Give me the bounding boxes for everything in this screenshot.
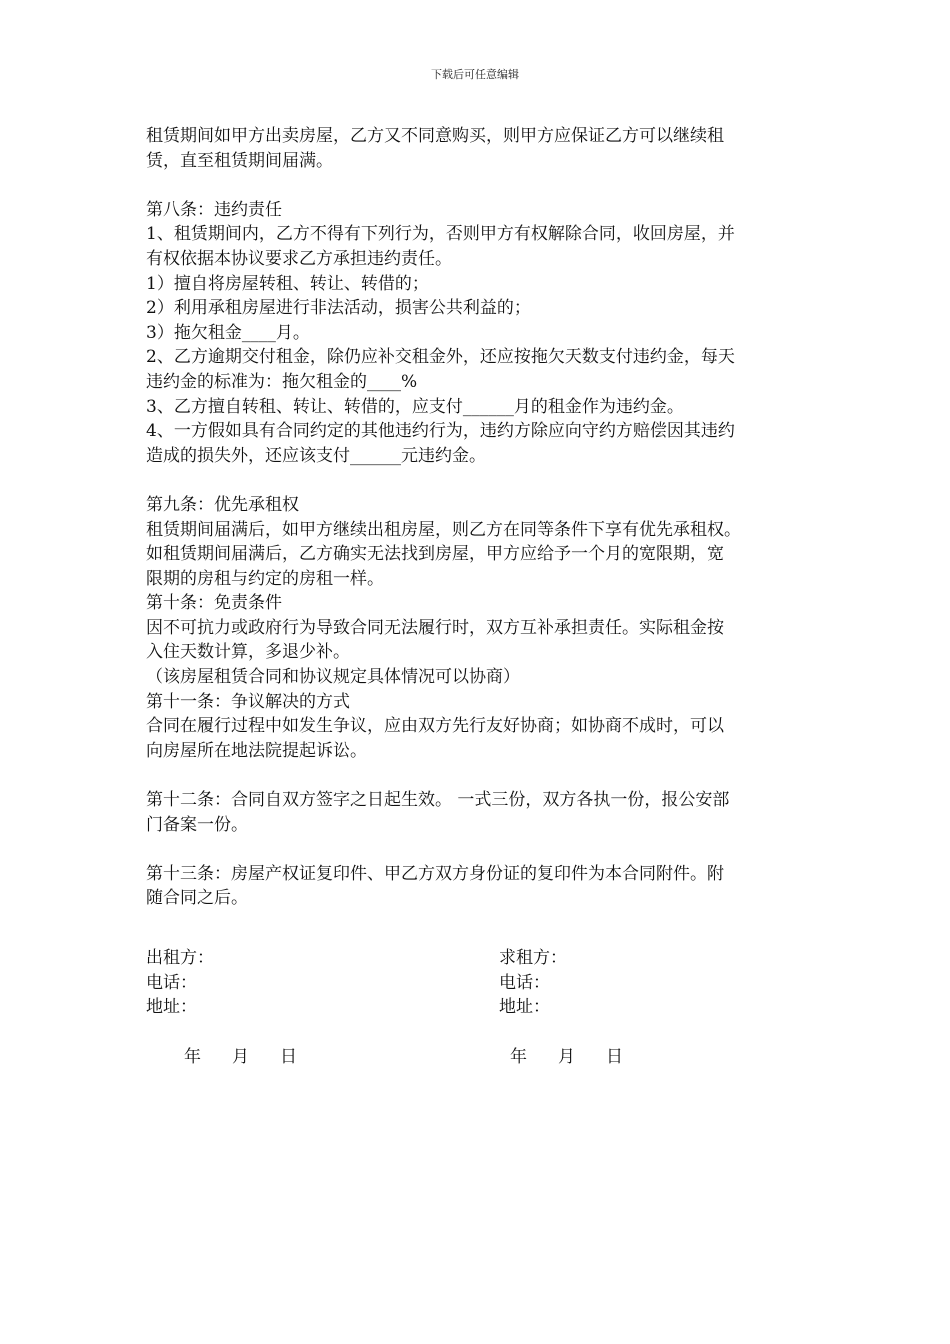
- text-line: 4、一方假如具有合同约定的其他违约行为，违约方除应向守约方赔偿因其违约: [146, 421, 735, 442]
- text-line: 门备案一份。: [146, 814, 248, 835]
- lessee-label: 求租方：: [499, 948, 567, 968]
- text-line: 向房屋所在地法院提起诉讼。: [146, 740, 367, 761]
- text-line: 1）擅自将房屋转租、转让、转借的；: [146, 273, 429, 294]
- lessee-phone-label: 电话：: [499, 972, 550, 993]
- text-line: 有权依据本协议要求乙方承担违约责任。: [146, 248, 452, 269]
- text-line: 2）利用承租房屋进行非法活动，损害公共利益的；: [146, 298, 531, 319]
- text-line: 第十一条：争议解决的方式: [146, 691, 350, 712]
- lessor-signature-block: [146, 946, 214, 1020]
- text-line: 入住天数计算，多退少补。: [146, 642, 350, 663]
- text-line: 合同在履行过程中如发生争议，应由双方先行友好协商；如协商不成时，可以: [146, 716, 724, 737]
- left-date-year: 年: [184, 1047, 201, 1067]
- lessee-signature-block: [499, 946, 567, 1020]
- text-line: 如租赁期间届满后，乙方确实无法找到房屋，甲方应给予一个月的宽限期，宽: [146, 544, 724, 565]
- text-line: 第十三条：房屋产权证复印件、甲乙方双方身份证的复印件为本合同附件。附: [146, 863, 724, 884]
- text-line: 3、乙方擅自转租、转让、转借的，应支付______月的租金作为违约金。: [146, 396, 684, 417]
- text-line: 租赁期间届满后，如甲方继续出租房屋，则乙方在同等条件下享有优先承租权。: [146, 519, 741, 540]
- text-line: 限期的房租与约定的房租一样。: [146, 568, 384, 589]
- text-line: 随合同之后。: [146, 888, 248, 909]
- text-line: 2、乙方逾期交付租金，除仍应补交租金外，还应按拖欠天数支付违约金，每天: [146, 347, 735, 368]
- text-line: 造成的损失外，还应该支付______元违约金。: [146, 445, 486, 466]
- paragraph-spacer: [146, 763, 814, 788]
- lessor-phone-label: 电话：: [146, 972, 197, 993]
- text-line: 第九条：优先承租权: [146, 494, 299, 515]
- left-date-month: 月: [232, 1047, 249, 1067]
- text-line: 租赁期间如甲方出卖房屋，乙方又不同意购买，则甲方应保证乙方可以继续租: [146, 126, 724, 146]
- text-line: 第十二条：合同自双方签字之日起生效。 一式三份，双方各执一份，报公安部: [146, 790, 730, 811]
- text-line: （该房屋租赁合同和协议规定具体情况可以协商）: [146, 667, 520, 688]
- left-date-day: 日: [280, 1047, 297, 1067]
- paragraph-spacer: [146, 173, 814, 198]
- text-line: 1、租赁期间内，乙方不得有下列行为，否则甲方有权解除合同，收回房屋，并: [146, 224, 735, 245]
- text-line: 违约金的标准为：拖欠租金的____%: [146, 371, 418, 392]
- right-date-month: 月: [558, 1047, 575, 1067]
- right-date-day: 日: [606, 1047, 623, 1067]
- lessee-address-label: 地址：: [499, 997, 550, 1018]
- text-line: 3）拖欠租金____月。: [146, 322, 310, 343]
- text-line: 第十条：免责条件: [146, 593, 282, 614]
- lessor-address-label: 地址：: [146, 997, 197, 1018]
- contract-body: [146, 124, 814, 911]
- text-line: 赁，直至租赁期间届满。: [146, 150, 333, 171]
- paragraph-spacer: [146, 837, 814, 862]
- page-header: 下载后可任意编辑: [431, 68, 519, 81]
- text-line: 因不可抗力或政府行为导致合同无法履行时，双方互补承担责任。实际租金按: [146, 617, 724, 638]
- right-date-year: 年: [510, 1047, 527, 1067]
- lessor-label: 出租方：: [146, 948, 214, 968]
- paragraph-spacer: [146, 468, 814, 493]
- text-line: 第八条：违约责任: [146, 199, 282, 220]
